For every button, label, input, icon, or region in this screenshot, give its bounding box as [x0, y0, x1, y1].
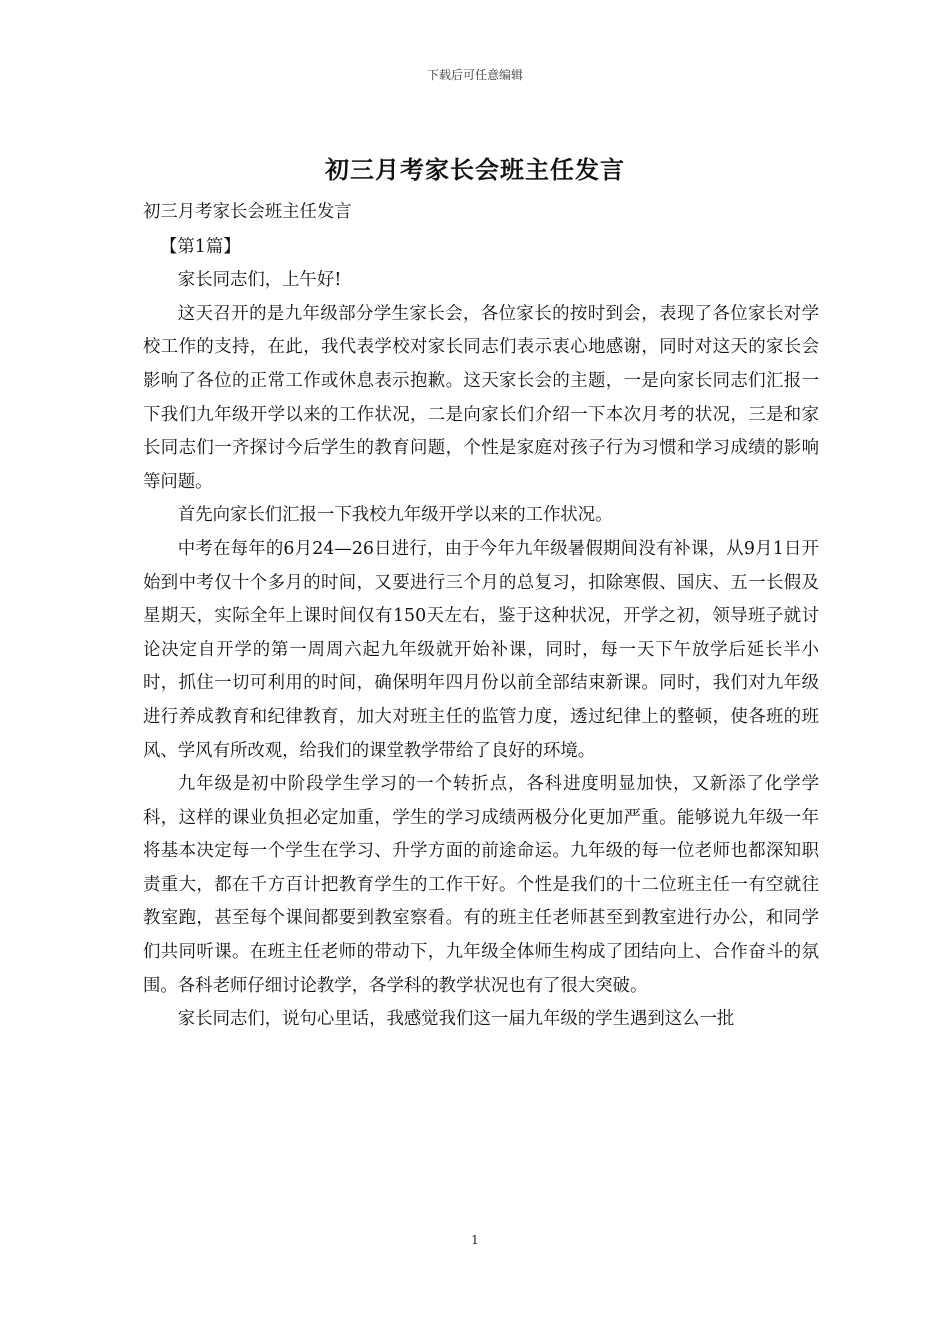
document-title: 初三月考家长会班主任发言 — [325, 155, 625, 184]
paragraph-schedule: 中考在每年的6月24—26日进行，由于今年九年级暑假期间没有补课，从9月1日开始到中考仅十个多月的时间，又要进行三个月的总复习，扣除寒假、国庆、五一长假及星期天，实际全年上课时间仅有150天左右，鉴于这种状况，开学之初，领导班子就讨论决定自开学的第一周周六起九年级就开始补课，同时，每一天下午放学后延长半小时，抓住一切可利用的时间，确保明年四月份以前全部结束新课。同时，我们对九年级进行养成教育和纪律教育，加大对班主任的监管力度，透过纪律上的整顿，使各班的班风、学风有所改观，给我们的课堂教学带给了良好的环境。 — [143, 538, 819, 761]
paragraph-grade-nine: 九年级是初中阶段学生学习的一个转折点，各科进度明显加快，又新添了化学学科，这样的课业负担必定加重，学生的学习成绩两极分化更加严重。能够说九年级一年将基本决定每一个学生在学习、升学方面的前途命运。九年级的每一位老师也都深知职责重大，都在千方百计把教育学生的工作干好。个性是我们的十二位班主任一有空就往教室跑，甚至每个课间都要到教室察看。有的班主任老师甚至到教室进行办公，和同学们共同听课。在班主任老师的带动下，九年级全体师生构成了团结向上、合作奋斗的氛围。各科老师仔细讨论教学，各学科的教学状况也有了很大突破。 — [143, 774, 819, 996]
section-heading: 【第1篇】 — [160, 236, 241, 257]
document-subtitle: 初三月考家长会班主任发言 — [143, 202, 352, 222]
paragraph-report-intro: 首先向家长们汇报一下我校九年级开学以来的工作状况。 — [177, 505, 613, 526]
document-body — [143, 196, 819, 1037]
page-number: 1 — [471, 1233, 479, 1247]
header-note: 下载后可任意编辑 — [426, 68, 523, 82]
paragraph-greeting: 家长同志们，上午好! — [177, 270, 342, 291]
paragraph-closing: 家长同志们，说句心里话，我感觉我们这一届九年级的学生遇到这么一批 — [177, 1009, 735, 1030]
paragraph-introduction: 这天召开的是九年级部分学生家长会，各位家长的按时到会，表现了各位家长对学校工作的支持，在此，我代表学校对家长同志们表示衷心地感谢，同时对这天的家长会影响了各位的正常工作或休息表示抱歉。这天家长会的主题，一是向家长同志们汇报一下我们九年级开学以来的工作状况，二是向家长们介绍一下本次月考的状况，三是和家长同志们一齐探讨今后学生的教育问题，个性是家庭对孩子行为习惯和学习成绩的影响等问题。 — [143, 303, 819, 492]
